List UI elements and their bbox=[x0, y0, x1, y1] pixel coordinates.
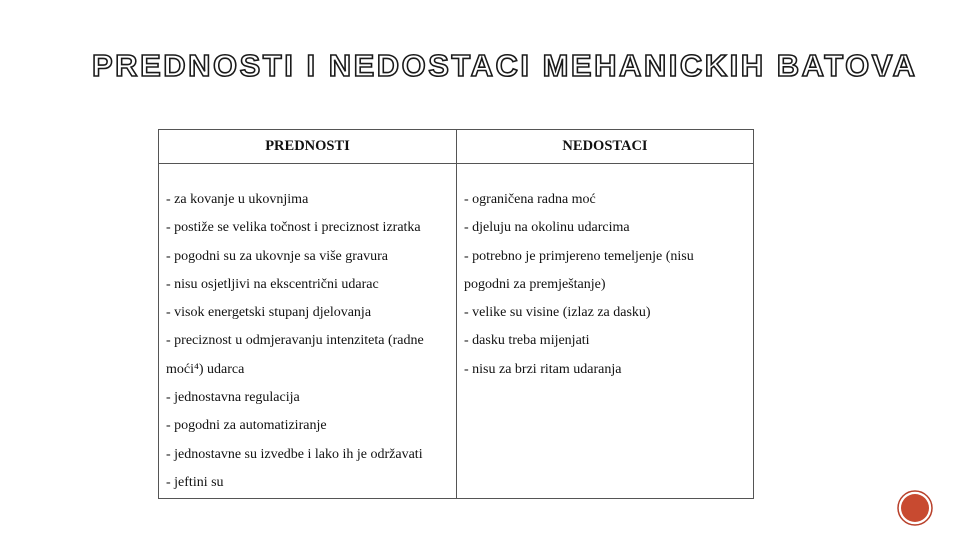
table-header-row bbox=[159, 130, 754, 164]
list-item: - preciznost u odmjeravanju intenziteta (radne bbox=[166, 333, 424, 349]
prednosti-cell bbox=[159, 164, 457, 499]
nedostaci-cell bbox=[457, 164, 754, 499]
list-item: moći⁴) udarca bbox=[166, 361, 245, 377]
logo-inner-disc bbox=[901, 494, 929, 522]
list-item: - za kovanje u ukovnjima bbox=[166, 192, 309, 207]
list-item: - nisu za brzi ritam udaranja bbox=[464, 361, 622, 377]
list-item: - jednostavne su izvedbe i lako ih je održavati bbox=[166, 446, 423, 462]
table-body-row bbox=[159, 164, 754, 499]
comparison-table bbox=[158, 129, 754, 499]
list-item: - pogodni za automatiziranje bbox=[166, 418, 327, 434]
list-item: pogodni za premještanje) bbox=[464, 276, 606, 292]
header-prednosti: PREDNOSTI bbox=[159, 130, 457, 164]
list-item: - dasku treba mijenjati bbox=[464, 333, 590, 349]
prednosti-list bbox=[166, 186, 450, 497]
list-item: - velike su visine (izlaz za dasku) bbox=[464, 305, 651, 321]
list-item: - nisu osjetljivi na ekscentrični udarac bbox=[166, 276, 379, 292]
comparison-table-container bbox=[158, 129, 754, 499]
list-item: - jeftini su bbox=[166, 474, 224, 490]
list-item: - postiže se velika točnost i preciznost izratka bbox=[166, 220, 421, 236]
list-item: - potrebno je primjereno temeljenje (nisu bbox=[464, 248, 694, 264]
list-item: - ograničena radna moć bbox=[464, 192, 596, 207]
list-item: - visok energetski stupanj djelovanja bbox=[166, 305, 372, 321]
slide-title: PREDNOSTI I NEDOSTACI MEHANICKIH BATOVA bbox=[92, 48, 918, 83]
list-item: - jednostavna regulacija bbox=[166, 390, 300, 406]
header-nedostaci: NEDOSTACI bbox=[457, 130, 754, 164]
nedostaci-list bbox=[464, 186, 747, 384]
list-item: - djeluju na okolinu udarcima bbox=[464, 220, 630, 236]
list-item: - pogodni su za ukovnje sa više gravura bbox=[166, 248, 388, 264]
slide-logo-icon bbox=[897, 490, 933, 526]
